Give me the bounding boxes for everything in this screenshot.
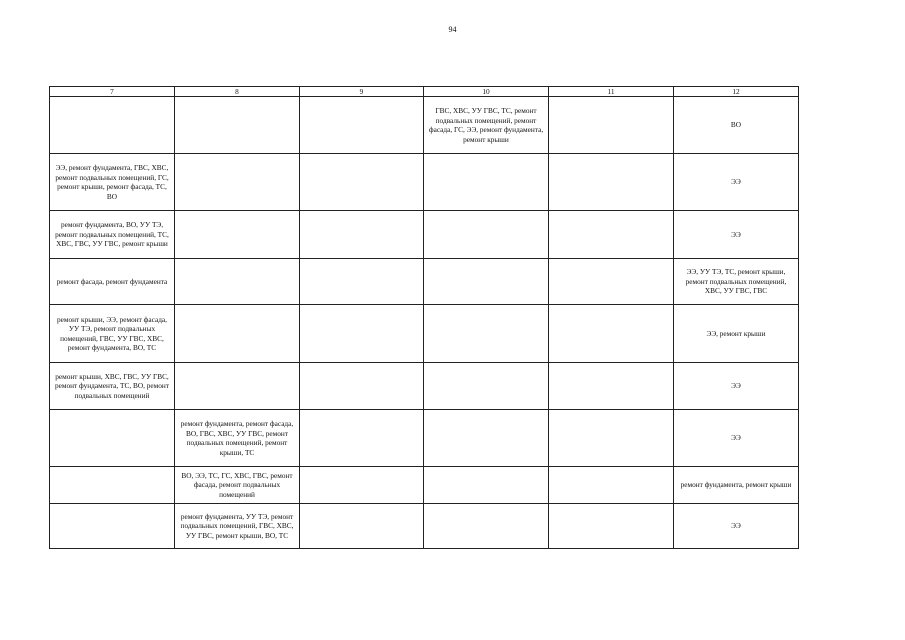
table-body <box>50 97 799 549</box>
table-cell: ЭЭ <box>674 363 799 410</box>
table-cell: ремонт крыши, ХВС, ГВС, УУ ГВС, ремонт фундамента, ТС, ВО, ремонт подвальных помещений <box>50 363 175 410</box>
table-cell <box>549 305 674 363</box>
table-row <box>50 410 799 467</box>
column-header: 12 <box>674 87 799 97</box>
table-cell <box>175 363 300 410</box>
column-header: 9 <box>300 87 424 97</box>
table-row <box>50 504 799 549</box>
table-cell <box>424 154 549 211</box>
table-cell <box>50 504 175 549</box>
table-cell: ремонт фундамента, ВО, УУ ТЭ, ремонт подвальных помещений, ТС, ХВС, ГВС, УУ ГВС, ремонт крыши <box>50 211 175 259</box>
table-row <box>50 97 799 154</box>
table-cell <box>549 211 674 259</box>
table-cell: ЭЭ, ремонт фундамента, ГВС, ХВС, ремонт подвальных помещений, ГС, ремонт крыши, ремонт фасада, ТС, ВО <box>50 154 175 211</box>
table-cell <box>50 97 175 154</box>
table-row <box>50 305 799 363</box>
table-cell <box>549 504 674 549</box>
table-cell: ВО <box>674 97 799 154</box>
table-cell: ЭЭ <box>674 211 799 259</box>
table-cell: ЭЭ <box>674 504 799 549</box>
table-row <box>50 211 799 259</box>
table-cell <box>424 211 549 259</box>
table-cell <box>549 410 674 467</box>
table-cell <box>424 504 549 549</box>
table-cell <box>300 97 424 154</box>
table-cell <box>424 410 549 467</box>
table-row <box>50 363 799 410</box>
table-cell: ЭЭ <box>674 154 799 211</box>
table-cell <box>549 363 674 410</box>
table-cell <box>549 154 674 211</box>
header-row <box>50 87 799 97</box>
table-cell: ремонт фундамента, УУ ТЭ, ремонт подвальных помещений, ГВС, ХВС, УУ ГВС, ремонт крыши, ВО, ТС <box>175 504 300 549</box>
table-cell <box>300 410 424 467</box>
table-cell: ремонт фундамента, ремонт крыши <box>674 467 799 504</box>
table-cell <box>50 467 175 504</box>
table-cell <box>300 363 424 410</box>
table-cell <box>300 259 424 305</box>
table-cell <box>175 154 300 211</box>
table-cell: ВО, ЭЭ, ТС, ГС, ХВС, ГВС, ремонт фасада, ремонт подвальных помещений <box>175 467 300 504</box>
table-cell: ремонт фасада, ремонт фундамента <box>50 259 175 305</box>
table-cell <box>175 305 300 363</box>
column-header: 10 <box>424 87 549 97</box>
table-cell: ЭЭ <box>674 410 799 467</box>
table-cell <box>424 467 549 504</box>
table-cell <box>424 363 549 410</box>
column-header: 7 <box>50 87 175 97</box>
table-cell <box>549 97 674 154</box>
table-cell <box>175 97 300 154</box>
table-cell <box>549 259 674 305</box>
table-cell <box>300 467 424 504</box>
table-cell <box>50 410 175 467</box>
table-cell <box>549 467 674 504</box>
table-cell <box>300 211 424 259</box>
column-header: 11 <box>549 87 674 97</box>
table-row <box>50 259 799 305</box>
table-row <box>50 467 799 504</box>
table-cell <box>175 211 300 259</box>
table-cell <box>300 154 424 211</box>
table-cell <box>300 504 424 549</box>
data-table <box>49 86 799 549</box>
table-cell <box>424 259 549 305</box>
table-cell: ЭЭ, УУ ТЭ, ТС, ремонт крыши, ремонт подвальных помещений, ХВС, УУ ГВС, ГВС <box>674 259 799 305</box>
table-row <box>50 154 799 211</box>
table-cell: ремонт фундамента, ремонт фасада, ВО, ГВС, ХВС, УУ ГВС, ремонт подвальных помещений, ремонт крыши, ТС <box>175 410 300 467</box>
page-number: 94 <box>448 25 457 34</box>
table-cell: ГВС, ХВС, УУ ГВС, ТС, ремонт подвальных помещений, ремонт фасада, ГС, ЭЭ, ремонт фундамента, ремонт крыши <box>424 97 549 154</box>
table-cell: ЭЭ, ремонт крыши <box>674 305 799 363</box>
table-cell <box>424 305 549 363</box>
table-cell <box>175 259 300 305</box>
table-cell: ремонт крыши, ЭЭ, ремонт фасада, УУ ТЭ, ремонт подвальных помещений, ГВС, УУ ГВС, ХВС, ремонт фундамента, ВО, ТС <box>50 305 175 363</box>
column-header: 8 <box>175 87 300 97</box>
table-cell <box>300 305 424 363</box>
